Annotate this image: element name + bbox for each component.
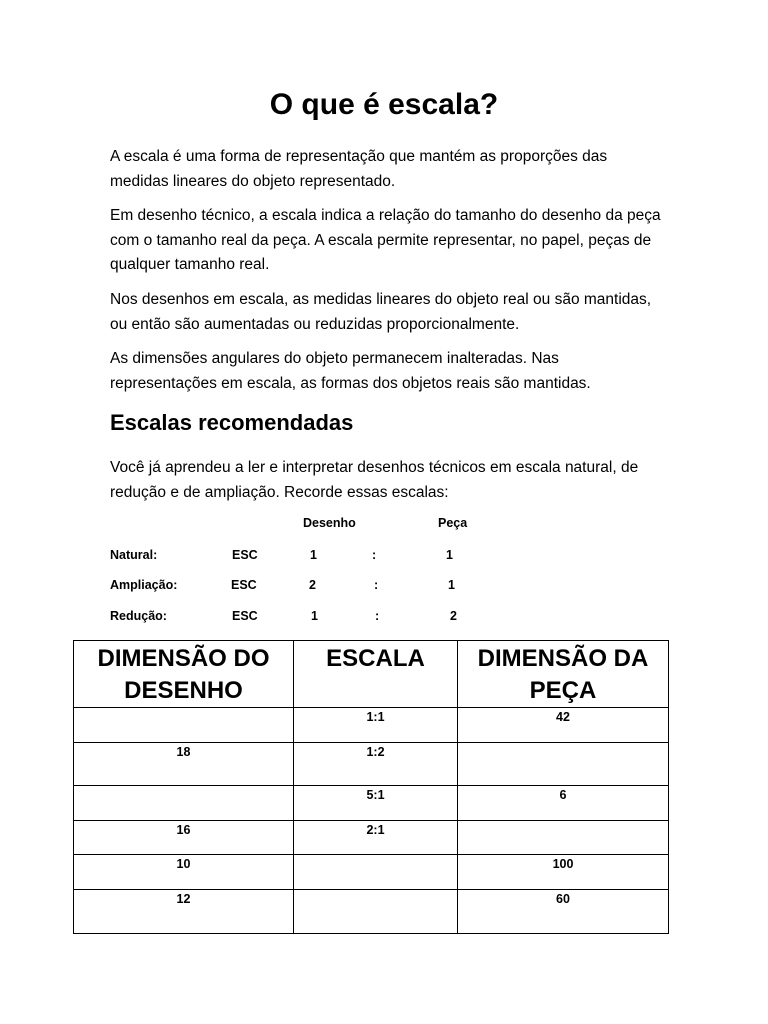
section-heading: Escalas recomendadas (110, 410, 354, 435)
scale-desenho-value: 1 (311, 609, 318, 623)
intro-paragraph: Você já aprendeu a ler e interpretar desenhos técnicos em escala natural, de redução e de ampliação. Recorde essas escalas: (110, 459, 639, 501)
scale-desenho-value: 2 (309, 578, 316, 592)
table-cell (294, 855, 458, 890)
scale-peca-value: 1 (446, 548, 453, 562)
table-cell: 1:2 (294, 743, 458, 786)
scale-esc: ESC (232, 548, 258, 562)
table-row (74, 708, 669, 743)
table-row (74, 743, 669, 786)
scale-desenho-value: 1 (310, 548, 317, 562)
table-cell: 60 (458, 890, 669, 934)
scales-header-desenho: Desenho (303, 516, 356, 530)
table-cell (458, 821, 669, 855)
table-cell: 42 (458, 708, 669, 743)
table-cell: 16 (74, 821, 294, 855)
table-cell: 2:1 (294, 821, 458, 855)
table-cell: 10 (74, 855, 294, 890)
table-cell: 6 (458, 786, 669, 821)
table-row (74, 855, 669, 890)
table-cell: 12 (74, 890, 294, 934)
scale-label: Natural: (110, 548, 158, 562)
table-cell: 100 (458, 855, 669, 890)
table-row (74, 786, 669, 821)
table-cell (294, 890, 458, 934)
header-dimensao-peca: DIMENSÃO DA PEÇA (458, 641, 669, 708)
table-cell: 1:1 (294, 708, 458, 743)
scale-peca-value: 2 (450, 609, 457, 623)
scale-peca-value: 1 (448, 578, 455, 592)
page-title: O que é escala? (269, 88, 499, 121)
paragraph-3: Nos desenhos em escala, as medidas lineares do objeto real ou são mantidas, ou então são aumentadas ou reduzidas proporcionalmente. (110, 291, 652, 333)
table-cell: 5:1 (294, 786, 458, 821)
scale-label: Ampliação: (110, 578, 178, 592)
header-escala: ESCALA (294, 641, 458, 708)
table-row (74, 890, 669, 934)
paragraph-1: A escala é uma forma de representação que mantém as proporções das medidas lineares do objeto representado. (110, 148, 608, 190)
table-row (74, 821, 669, 855)
paragraph-2: Em desenho técnico, a escala indica a relação do tamanho do desenho da peça com o tamanho real da peça. A escala permite representar, no papel, peças de qualquer tamanho real. (110, 207, 661, 273)
header-dimensao-desenho: DIMENSÃO DO DESENHO (74, 641, 294, 708)
scale-esc: ESC (231, 578, 257, 592)
scales-header-peca: Peça (438, 516, 468, 530)
table-cell (74, 708, 294, 743)
scale-separator: : (374, 578, 379, 592)
exercise-table (73, 640, 669, 934)
table-header-row (74, 641, 669, 708)
scale-separator: : (372, 548, 377, 562)
table-cell: 18 (74, 743, 294, 786)
scale-label: Redução: (110, 609, 167, 623)
table-cell (74, 786, 294, 821)
scale-esc: ESC (232, 609, 258, 623)
paragraph-4: As dimensões angulares do objeto permanecem inalteradas. Nas representações em escala, as formas dos objetos reais são mantidas. (110, 350, 591, 392)
scale-separator: : (375, 609, 380, 623)
table-cell (458, 743, 669, 786)
